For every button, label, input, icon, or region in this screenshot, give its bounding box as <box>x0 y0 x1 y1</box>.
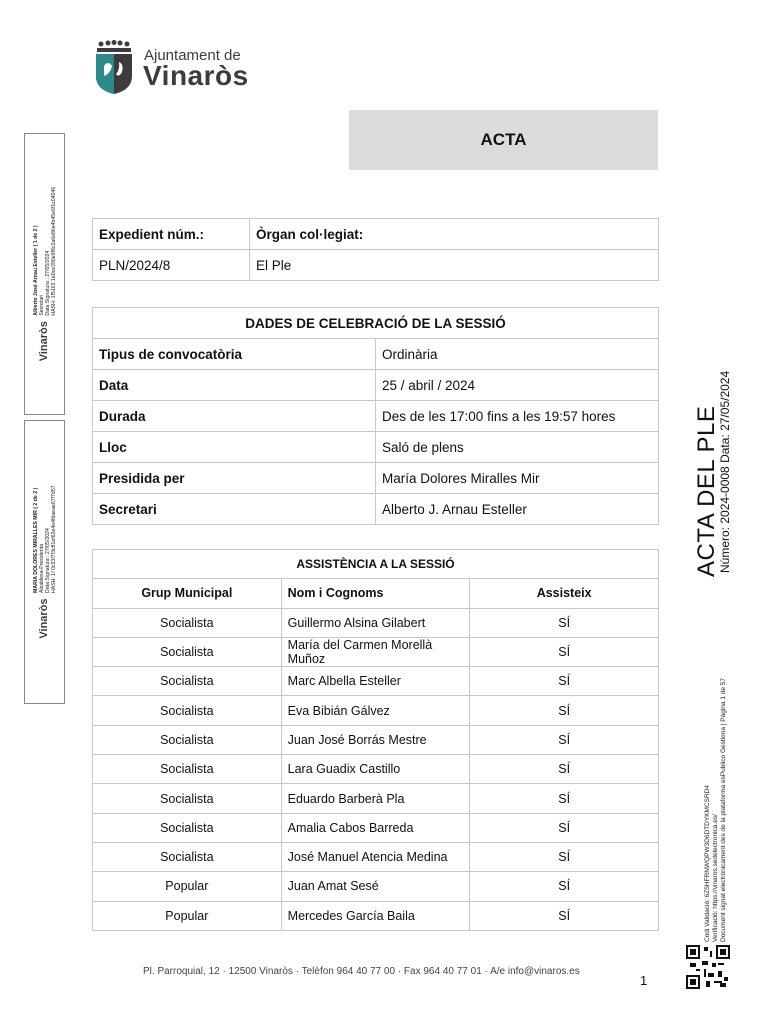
csv-line1: Codi Validació: 6Z5HFRNWQPW3D6DTDYKMCSRD4 <box>704 785 711 942</box>
table-row <box>93 696 659 725</box>
column-header: Assisteix <box>470 579 659 608</box>
session-label: Tipus de convocatòria <box>93 339 376 370</box>
shield-crest-icon <box>94 40 134 94</box>
table-row <box>93 637 659 666</box>
nom-cell: Eva Bibián Gálvez <box>281 696 470 725</box>
nom-cell: José Manuel Atencia Medina <box>281 842 470 871</box>
session-value: Alberto J. Arnau Esteller <box>376 494 659 525</box>
column-header: Grup Municipal <box>93 579 282 608</box>
grup-cell: Socialista <box>93 667 282 696</box>
assisteix-cell: SÍ <box>470 608 659 637</box>
logo-line2: Vinaròs <box>143 60 249 91</box>
vinaros-logo <box>94 40 274 96</box>
assisteix-cell: SÍ <box>470 696 659 725</box>
nom-cell: Eduardo Barberà Pla <box>281 784 470 813</box>
session-label: Lloc <box>93 432 376 463</box>
assisteix-cell: SÍ <box>470 755 659 784</box>
table-row <box>93 494 659 525</box>
signer-name: MARIA DOLORES MIRALLES MIR ( 2 de 2 ) <box>32 487 39 593</box>
nom-cell: Guillermo Alsina Gilabert <box>281 608 470 637</box>
nom-cell: Juan José Borrás Mestre <box>281 725 470 754</box>
assisteix-cell: SÍ <box>470 842 659 871</box>
signature-stamp <box>24 133 65 415</box>
attendance-table <box>92 549 659 931</box>
signature-date: Data Signatura : 27/05/2024 <box>44 250 51 316</box>
assisteix-cell: SÍ <box>470 872 659 901</box>
signer-role: Alcaldesa-Presidenta <box>38 543 45 593</box>
footer-address: Pl. Parroquial, 12 · 12500 Vinaròs · Telèfon 964 40 77 00 · Fax 964 40 77 01 · A/e info@vinaros.es <box>143 966 580 977</box>
grup-cell: Socialista <box>93 755 282 784</box>
table-row <box>93 463 659 494</box>
side-title: ACTA DEL PLE <box>693 405 720 577</box>
grup-cell: Popular <box>93 872 282 901</box>
assisteix-cell: SÍ <box>470 637 659 666</box>
table-row <box>93 401 659 432</box>
table-row <box>93 872 659 901</box>
nom-cell: Juan Amat Sesé <box>281 872 470 901</box>
nom-cell: Marc Albella Esteller <box>281 667 470 696</box>
signature-hash: HASH: 1f 0c33f7f3c81ef62e4e4fdaeae67f7d57 <box>50 485 57 593</box>
session-value: Ordinària <box>376 339 659 370</box>
assisteix-cell: SÍ <box>470 901 659 930</box>
table-row <box>93 370 659 401</box>
document-title: ACTA <box>349 110 658 170</box>
attendance-header: ASSISTÈNCIA A LA SESSIÓ <box>93 550 659 579</box>
grup-cell: Socialista <box>93 813 282 842</box>
expedient-value: PLN/2024/8 <box>93 250 250 281</box>
assisteix-cell: SÍ <box>470 784 659 813</box>
validation-code <box>704 678 728 942</box>
session-label: Durada <box>93 401 376 432</box>
session-label: Secretari <box>93 494 376 525</box>
signature-hash: HASH: 1f5163 1e0ce290e9f8c2a6e86e4b45e6f1c04046 <box>50 186 57 316</box>
grup-cell: Socialista <box>93 696 282 725</box>
nom-cell: María del Carmen Morellà Muñoz <box>281 637 470 666</box>
csv-line3: Document signat electrònicament des de la plataforma esPublico Gestiona | Pàgina 1 de 57 <box>720 677 727 942</box>
table-row <box>93 784 659 813</box>
nom-cell: Lara Guadix Castillo <box>281 755 470 784</box>
session-label: Presidida per <box>93 463 376 494</box>
table-row <box>93 813 659 842</box>
signature-stamp <box>24 420 65 704</box>
table-row <box>93 755 659 784</box>
csv-line2: Verificació: https://vinaros.sedelectronica.es/ <box>712 814 719 942</box>
page-number: 1 <box>640 973 648 988</box>
column-header: Nom i Cognoms <box>281 579 470 608</box>
grup-cell: Popular <box>93 901 282 930</box>
table-row <box>93 901 659 930</box>
session-value: Saló de plens <box>376 432 659 463</box>
grup-cell: Socialista <box>93 608 282 637</box>
expedient-table <box>92 218 659 281</box>
side-subtitle: Número: 2024-0008 Data: 27/05/2024 <box>718 370 732 573</box>
table-row <box>93 667 659 696</box>
qr-code-icon <box>686 945 730 989</box>
signer-name: Alberto José Arnau Esteller ( 1 de 2 ) <box>32 225 39 316</box>
nom-cell: Mercedes García Baila <box>281 901 470 930</box>
stamp-logo: Vinaròs <box>37 321 50 362</box>
session-table <box>92 307 659 525</box>
signer-role: Secretari <box>38 294 45 316</box>
expedient-label: Expedient núm.: <box>93 219 250 250</box>
grup-cell: Socialista <box>93 725 282 754</box>
table-row <box>93 842 659 871</box>
session-value: María Dolores Miralles Mir <box>376 463 659 494</box>
grup-cell: Socialista <box>93 637 282 666</box>
assisteix-cell: SÍ <box>470 667 659 696</box>
table-row <box>93 432 659 463</box>
session-value: 25 / abril / 2024 <box>376 370 659 401</box>
signature-date: Data Signatura : 27/05/2024 <box>44 528 51 593</box>
assisteix-cell: SÍ <box>470 813 659 842</box>
session-label: Data <box>93 370 376 401</box>
grup-cell: Socialista <box>93 842 282 871</box>
grup-cell: Socialista <box>93 784 282 813</box>
nom-cell: Amalia Cabos Barreda <box>281 813 470 842</box>
session-value: Des de les 17:00 fins a les 19:57 hores <box>376 401 659 432</box>
session-header: DADES DE CELEBRACIÓ DE LA SESSIÓ <box>93 308 659 339</box>
logo-line1: Ajuntament de <box>144 47 241 64</box>
table-row <box>93 725 659 754</box>
organ-value: El Ple <box>250 250 659 281</box>
organ-label: Òrgan col·legiat: <box>250 219 659 250</box>
table-row <box>93 608 659 637</box>
assisteix-cell: SÍ <box>470 725 659 754</box>
stamp-logo: Vinaròs <box>37 598 50 639</box>
table-row <box>93 339 659 370</box>
